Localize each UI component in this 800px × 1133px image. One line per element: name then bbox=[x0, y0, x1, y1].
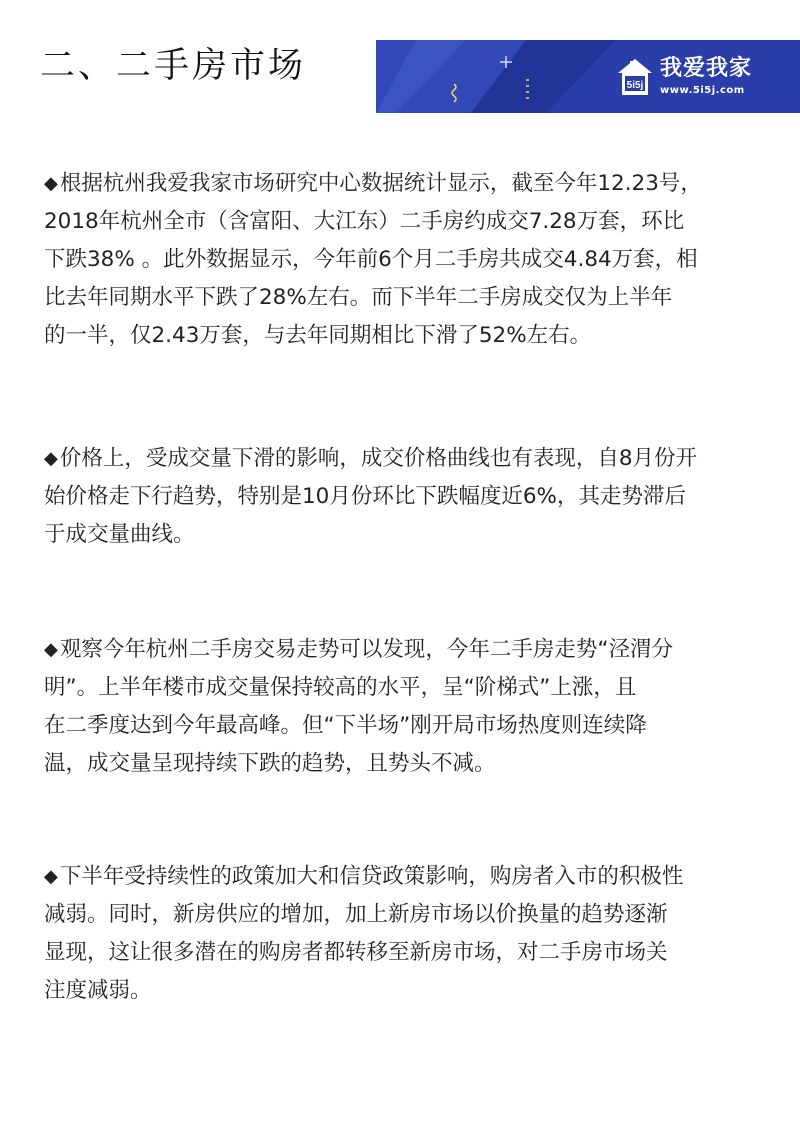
paragraph-line bbox=[44, 858, 774, 896]
paragraph-market-observation bbox=[44, 631, 774, 783]
diamond-bullet-icon: ◆ bbox=[44, 173, 58, 194]
diamond-bullet-icon: ◆ bbox=[44, 448, 58, 469]
paragraph-transaction-volume bbox=[44, 165, 774, 355]
line-text: 下半年受持续性的政策加大和信贷政策影响，购房者入市的积极性 bbox=[59, 864, 684, 889]
brand-url: www.5i5j.com bbox=[660, 85, 745, 96]
page-header bbox=[0, 0, 800, 120]
line-text: 观察今年杭州二手房交易走势可以发现，今年二手房走势“泾渭分 bbox=[59, 637, 673, 662]
brand-name: 我爱我家 bbox=[660, 56, 753, 81]
paragraph-price-trend bbox=[44, 440, 774, 554]
paragraph-policy-impact bbox=[44, 858, 774, 1010]
paragraph-line: 始价格走下行趋势，特别是10月份环比下跌幅度近6%，其走势滞后 bbox=[44, 484, 686, 509]
paragraph-line: 在二季度达到今年最高峰。但“下半场”刚开局市场热度则连续降 bbox=[44, 713, 647, 738]
brand-text-block bbox=[660, 58, 752, 96]
brand-banner bbox=[376, 40, 800, 113]
paragraph-line: 2018年杭州全市（含富阳、大江东）二手房约成交7.28万套，环比 bbox=[44, 209, 685, 234]
paragraph-line: 减弱。同时，新房供应的增加，加上新房市场以价换量的趋势逐渐 bbox=[44, 902, 668, 927]
paragraph-line: 比去年同期水平下跌了28%左右。而下半年二手房成交仅为上半年 bbox=[44, 285, 673, 310]
paragraph-line bbox=[44, 440, 774, 478]
line-text: 根据杭州我爱我家市场研究中心数据统计显示，截至今年12.23号， bbox=[59, 171, 702, 196]
logo-mark-text: 5i5j bbox=[626, 80, 644, 91]
paragraph-line bbox=[44, 165, 774, 203]
paragraph-line: 温，成交量呈现持续下跌的趋势，且势头不减。 bbox=[44, 751, 496, 776]
paragraph-line: 的一半，仅2.43万套，与去年同期相比下滑了52%左右。 bbox=[44, 323, 592, 348]
paragraph-line: 注度减弱。 bbox=[44, 978, 152, 1003]
paragraph-line: 明”。上半年楼市成交量保持较高的水平，呈“阶梯式”上涨，且 bbox=[44, 675, 637, 700]
paragraph-line bbox=[44, 631, 774, 669]
paragraph-line: 下跌38% 。此外数据显示，今年前6个月二手房共成交4.84万套，相 bbox=[44, 247, 698, 272]
diamond-bullet-icon: ◆ bbox=[44, 639, 58, 660]
paragraph-line: 于成交量曲线。 bbox=[44, 522, 195, 547]
paragraph-line: 显现，这让很多潜在的购房者都转移至新房市场，对二手房市场关 bbox=[44, 940, 668, 965]
line-text: 价格上，受成交量下滑的影响，成交价格曲线也有表现，自8月份开 bbox=[59, 446, 698, 471]
house-logo-icon bbox=[616, 57, 654, 97]
section-title: 二、二手房市场 bbox=[40, 46, 307, 86]
diamond-bullet-icon: ◆ bbox=[44, 866, 58, 887]
brand-logo bbox=[616, 50, 752, 104]
